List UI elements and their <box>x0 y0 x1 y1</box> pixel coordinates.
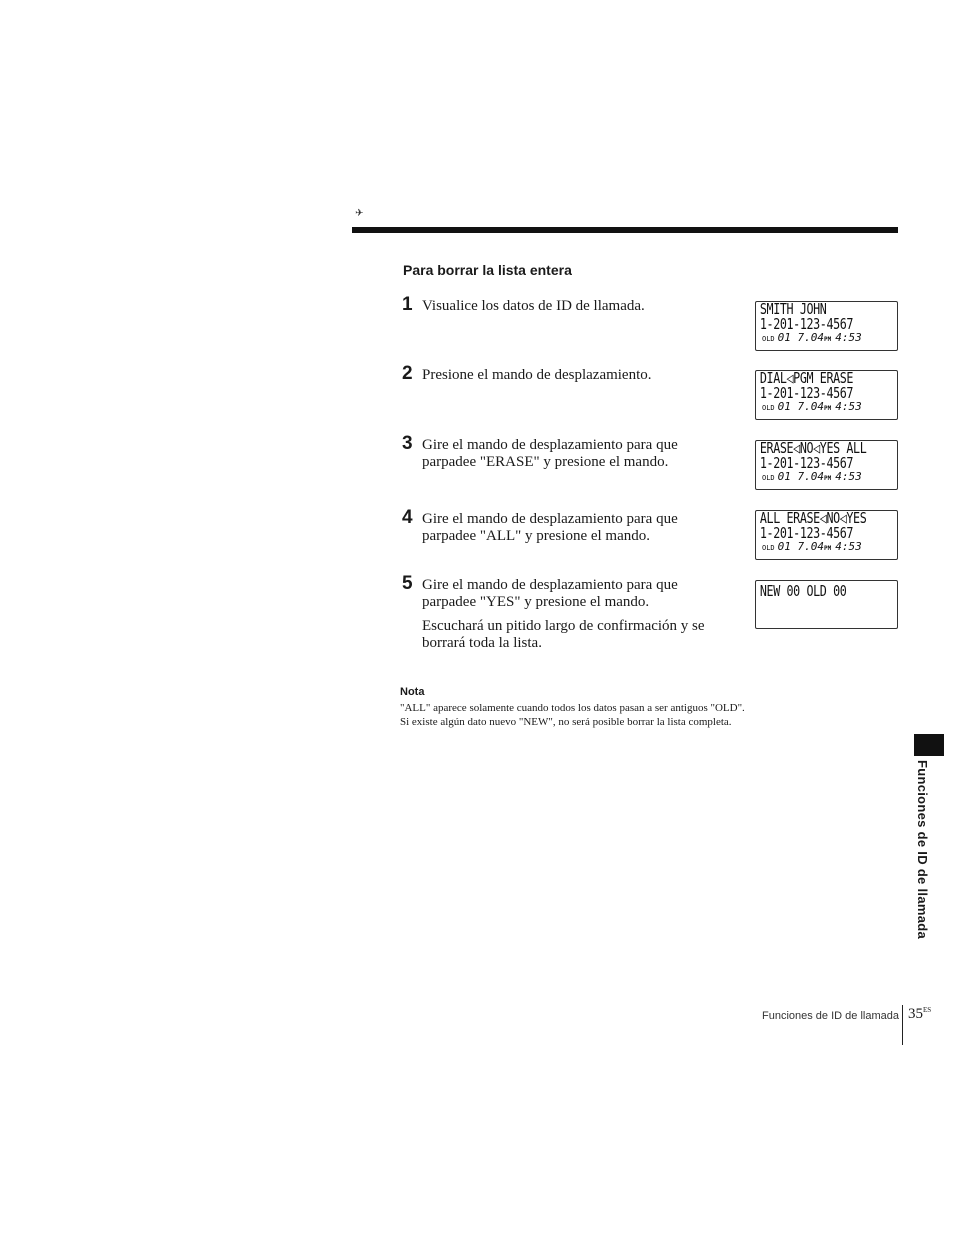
lcd-line-3: OLD 01 7.04PM 4:53 <box>762 540 862 553</box>
lcd-line-1: NEW 00 OLD 00 <box>759 582 847 600</box>
step-text: Gire el mando de desplazamiento para que parpadee "YES" y presione el mando. <box>422 577 678 610</box>
step-text: Gire el mando de desplazamiento para que parpadee "ALL" y presione el mando. <box>422 511 678 544</box>
step-5 <box>402 573 732 652</box>
lcd-line-2: 1-201-123-4567 <box>759 384 854 402</box>
step-text: Visualice los datos de ID de llamada. <box>422 298 645 314</box>
side-section-label: Funciones de ID de llamada <box>915 760 930 940</box>
lcd-display-3 <box>755 440 898 490</box>
crop-mark-icon: ✈ <box>355 208 364 219</box>
step-number: 3 <box>402 433 413 454</box>
note-text <box>400 701 840 729</box>
lcd-line-3: OLD 01 7.04PM 4:53 <box>762 400 862 413</box>
lcd-line-2: 1-201-123-4567 <box>759 315 854 333</box>
lcd-line-1: ALL ERASE◁NO◁YES <box>759 509 867 527</box>
note-title: Nota <box>400 686 425 698</box>
page-number: $35^{ES}$ <box>908 1006 932 1022</box>
lcd-line-1: DIAL◁PGM ERASE <box>759 369 854 387</box>
section-heading: Para borrar la lista entera <box>403 262 572 278</box>
header-rule <box>352 227 898 233</box>
lcd-display-2 <box>755 370 898 420</box>
footer-section: Funciones de ID de llamada <box>762 1010 899 1022</box>
step-note: Escuchará un pitido largo de confirmación y se borrará toda la lista. <box>422 618 705 651</box>
lcd-display-5 <box>755 580 898 629</box>
lcd-display-1 <box>755 301 898 351</box>
step-number: 2 <box>402 363 413 384</box>
lcd-line-1: SMITH JOHN <box>759 300 827 318</box>
lcd-line-2: 1-201-123-4567 <box>759 524 854 542</box>
lcd-line-3: OLD 01 7.04PM 4:53 <box>762 470 862 483</box>
step-number: 5 <box>402 573 413 594</box>
step-4 <box>402 507 732 545</box>
section-tab-marker <box>914 734 944 756</box>
step-1 <box>402 294 732 315</box>
step-number: 1 <box>402 294 413 315</box>
lcd-line-3: OLD 01 7.04PM 4:53 <box>762 331 862 344</box>
footer-divider <box>902 1005 903 1045</box>
step-text: Presione el mando de desplazamiento. <box>422 367 652 383</box>
step-3 <box>402 433 732 471</box>
note-line-2: Si existe algún dato nuevo "NEW", no será posible borrar la lista completa. <box>400 716 732 728</box>
step-number: 4 <box>402 507 413 528</box>
lcd-display-4 <box>755 510 898 560</box>
step-text: Gire el mando de desplazamiento para que parpadee "ERASE" y presione el mando. <box>422 437 678 470</box>
step-2 <box>402 363 732 384</box>
note-line-1: "ALL" aparece solamente cuando todos los datos pasan a ser antiguos "OLD". <box>400 702 745 714</box>
lcd-line-2: 1-201-123-4567 <box>759 454 854 472</box>
lcd-line-1: ERASE◁NO◁YES ALL <box>759 439 867 457</box>
